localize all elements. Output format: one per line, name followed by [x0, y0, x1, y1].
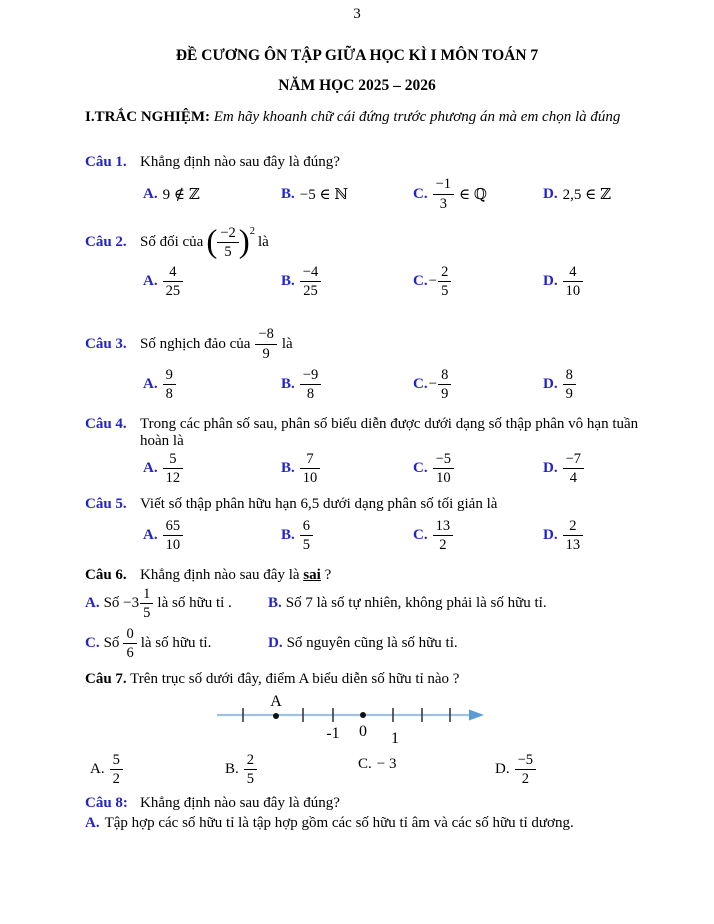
- question-3-options: [143, 366, 668, 404]
- tick-label-1: 1: [391, 729, 399, 747]
- option-letter: B.: [281, 185, 295, 202]
- option-letter: A.: [143, 272, 158, 289]
- minus-sign: −: [428, 376, 438, 393]
- question-5: [85, 496, 668, 555]
- option-c[interactable]: [413, 264, 543, 299]
- option-a[interactable]: [143, 264, 281, 299]
- fraction: $\frac{-9}{8}$: [300, 367, 321, 402]
- option-letter: A.: [85, 814, 100, 831]
- option-letter: C.: [413, 185, 428, 202]
- question-1-number: Câu 1.: [85, 154, 127, 170]
- option-a[interactable]: [143, 367, 281, 402]
- option-letter: C.: [85, 635, 100, 652]
- question-1-options: [143, 175, 668, 213]
- document-title: ĐỀ CƯƠNG ÔN TẬP GIỮA HỌC KÌ I MÔN TOÁN 7: [175, 47, 539, 64]
- question-4: [85, 416, 668, 488]
- fraction: $\frac{2}{13}$: [563, 518, 584, 553]
- option-a[interactable]: [143, 185, 281, 204]
- section-label: I.TRẮC NGHIỆM:: [85, 109, 211, 125]
- fraction: $\frac{-4}{25}$: [300, 264, 321, 299]
- option-letter: A.: [143, 376, 158, 393]
- question-8: [85, 795, 668, 832]
- question-6: [85, 567, 668, 664]
- question-7: [85, 671, 668, 789]
- fraction: $\frac{1}{5}$: [140, 586, 153, 621]
- fraction: $\frac{65}{10}$: [163, 518, 184, 553]
- option-b[interactable]: [281, 185, 413, 204]
- option-d[interactable]: [543, 518, 668, 553]
- question-6-options-row-2: [85, 624, 668, 664]
- fraction: $\frac{-7}{4}$: [563, 451, 584, 486]
- option-letter: B.: [281, 272, 295, 289]
- question-7-options: [90, 751, 668, 789]
- fraction: $\frac{-5}{2}$: [515, 752, 536, 787]
- option-d[interactable]: [495, 752, 668, 787]
- option-b[interactable]: [281, 264, 413, 299]
- option-text: Số: [103, 635, 120, 652]
- fraction: $\frac{13}{2}$: [433, 518, 454, 553]
- option-letter: D.: [543, 272, 558, 289]
- fraction: $\frac{7}{10}$: [300, 451, 321, 486]
- option-d[interactable]: [543, 264, 668, 299]
- option-letter: D.: [268, 635, 283, 652]
- fraction: $\frac{9}{8}$: [163, 367, 176, 402]
- option-text: 9 ∉ ℤ: [162, 186, 200, 203]
- section-heading: [85, 109, 668, 126]
- question-5-number: Câu 5.: [85, 495, 127, 512]
- option-letter: C.: [413, 272, 428, 289]
- question-3-text-after: là: [281, 335, 293, 352]
- fraction: $\frac{4}{25}$: [163, 264, 184, 299]
- fraction: $\frac{8}{9}$: [438, 367, 451, 402]
- fraction: $\frac{5}{2}$: [110, 752, 123, 787]
- option-letter: D.: [495, 761, 510, 778]
- question-2-number: Câu 2.: [85, 234, 127, 251]
- fraction: $\frac{0}{6}$: [123, 626, 136, 661]
- option-letter: D.: [543, 527, 558, 544]
- option-text: là số hữu tỉ.: [140, 635, 212, 652]
- option-letter: C.: [413, 460, 428, 477]
- fraction: $\frac{8}{9}$: [563, 367, 576, 402]
- option-b[interactable]: [225, 752, 358, 787]
- question-2-text-after: là: [258, 234, 269, 251]
- number-line-svg: [215, 693, 487, 749]
- question-3-text: Số nghịch đảo của: [140, 335, 251, 352]
- section-instruction: Em hãy khoanh chữ cái đứng trước phương án mà em chọn là đúng: [213, 109, 621, 125]
- option-text: 2,5 ∈ ℤ: [562, 186, 611, 203]
- option-letter: D.: [543, 376, 558, 393]
- option-d[interactable]: [268, 635, 668, 652]
- option-text: Số 7 là số tự nhiên, không phải là số hữu tỉ.: [285, 595, 547, 612]
- open-paren: (: [206, 224, 218, 261]
- option-letter: D.: [543, 460, 558, 477]
- arrow-right-icon: [469, 709, 484, 720]
- option-b[interactable]: [281, 518, 413, 553]
- fraction: $\frac{2}{5}$: [438, 264, 451, 299]
- option-d[interactable]: [543, 367, 668, 402]
- option-letter: B.: [225, 761, 239, 778]
- question-3-number: Câu 3.: [85, 335, 127, 352]
- option-c[interactable]: [358, 756, 495, 773]
- fraction: $\frac{6}{5}$: [300, 518, 313, 553]
- option-b[interactable]: [281, 367, 413, 402]
- squared-fraction-expression: [206, 225, 255, 260]
- question-1: [85, 154, 668, 213]
- option-a[interactable]: [85, 586, 268, 621]
- question-7-head: [85, 671, 668, 688]
- option-a[interactable]: [85, 815, 668, 832]
- page-number: 3: [353, 6, 361, 22]
- point-a-dot: [273, 713, 279, 719]
- document-subtitle: NĂM HỌC 2025 – 2026: [278, 77, 436, 94]
- exponent: 2: [249, 226, 256, 237]
- option-letter: A.: [85, 595, 100, 612]
- point-a-label: A: [270, 692, 282, 710]
- option-d[interactable]: [543, 451, 668, 486]
- question-7-number: Câu 7.: [85, 670, 127, 687]
- option-letter: C.: [413, 527, 428, 544]
- option-letter: A.: [90, 761, 105, 778]
- fraction: $\frac{-5}{10}$: [433, 451, 454, 486]
- option-letter: C.: [413, 376, 428, 393]
- question-4-text: Trong các phân số sau, phân số biểu diễn được dưới dạng số thập phân vô hạn tuần hoàn là: [140, 415, 639, 449]
- option-text: Tập hợp các số hữu tỉ là tập hợp gồm các số hữu tỉ âm và các số hữu tỉ dương.: [104, 814, 574, 831]
- question-8-number: Câu 8:: [85, 794, 128, 811]
- tick-label-minus1: -1: [326, 724, 340, 742]
- question-1-text: Khẳng định nào sau đây là đúng?: [140, 154, 340, 170]
- origin-dot: [360, 712, 366, 718]
- question-7-text: Trên trục số dưới đây, điểm A biểu diễn số hữu tỉ nào ?: [130, 670, 460, 687]
- option-c[interactable]: [413, 176, 543, 211]
- question-8-text: Khẳng định nào sau đây là đúng?: [140, 794, 340, 811]
- option-text: là số hữu tỉ .: [157, 595, 232, 612]
- question-4-options: [143, 450, 668, 488]
- question-2: [85, 225, 668, 300]
- option-b[interactable]: [281, 451, 413, 486]
- option-d[interactable]: [543, 185, 668, 204]
- question-2-text: Số đối của: [140, 234, 204, 251]
- option-text: Số −3: [103, 595, 140, 612]
- option-a[interactable]: [143, 451, 281, 486]
- option-a[interactable]: [143, 518, 281, 553]
- minus-sign: −: [428, 272, 438, 289]
- question-4-number: Câu 4.: [85, 415, 127, 432]
- option-letter: B.: [281, 376, 295, 393]
- option-letter: A.: [143, 460, 158, 477]
- option-c[interactable]: [413, 518, 543, 553]
- question-2-options: [143, 262, 668, 300]
- question-3: [85, 326, 668, 403]
- option-letter: D.: [543, 185, 558, 202]
- option-letter: B.: [281, 527, 295, 544]
- option-b[interactable]: [268, 595, 668, 612]
- number-line: [215, 693, 487, 749]
- fraction: $\frac{5}{12}$: [163, 451, 184, 486]
- emphasized-word: sai: [303, 566, 321, 583]
- option-letter: A.: [143, 185, 158, 202]
- question-6-options-row-1: [85, 584, 668, 624]
- close-paren: ): [238, 224, 250, 261]
- question-6-number: Câu 6.: [85, 566, 127, 583]
- option-letter: A.: [143, 527, 158, 544]
- option-c[interactable]: [413, 451, 543, 486]
- option-text: ∈ ℚ: [459, 186, 487, 203]
- option-letter: B.: [281, 460, 295, 477]
- fraction: $\frac{-2}{5}$: [217, 225, 238, 260]
- question-6-text: Khẳng định nào sau đây là sai ?: [140, 566, 332, 583]
- option-text: − 3: [376, 755, 397, 772]
- option-c[interactable]: [85, 626, 268, 661]
- option-c[interactable]: [413, 367, 543, 402]
- tick-label-0: 0: [359, 722, 367, 740]
- option-text: Số nguyên cũng là số hữu tỉ.: [286, 635, 458, 652]
- option-letter: B.: [268, 595, 282, 612]
- fraction: $\frac{4}{10}$: [563, 264, 584, 299]
- option-a[interactable]: [90, 752, 225, 787]
- fraction: $\frac{2}{5}$: [244, 752, 257, 787]
- fraction: $\frac{-1}{3}$: [433, 176, 454, 211]
- option-text: −5 ∈ ℕ: [299, 186, 349, 203]
- question-5-text: Viết số thập phân hữu hạn 6,5 dưới dạng phân số tối giản là: [140, 495, 498, 512]
- option-letter: C.: [358, 755, 372, 772]
- question-5-options: [143, 517, 668, 555]
- fraction: $\frac{-8}{9}$: [255, 326, 276, 361]
